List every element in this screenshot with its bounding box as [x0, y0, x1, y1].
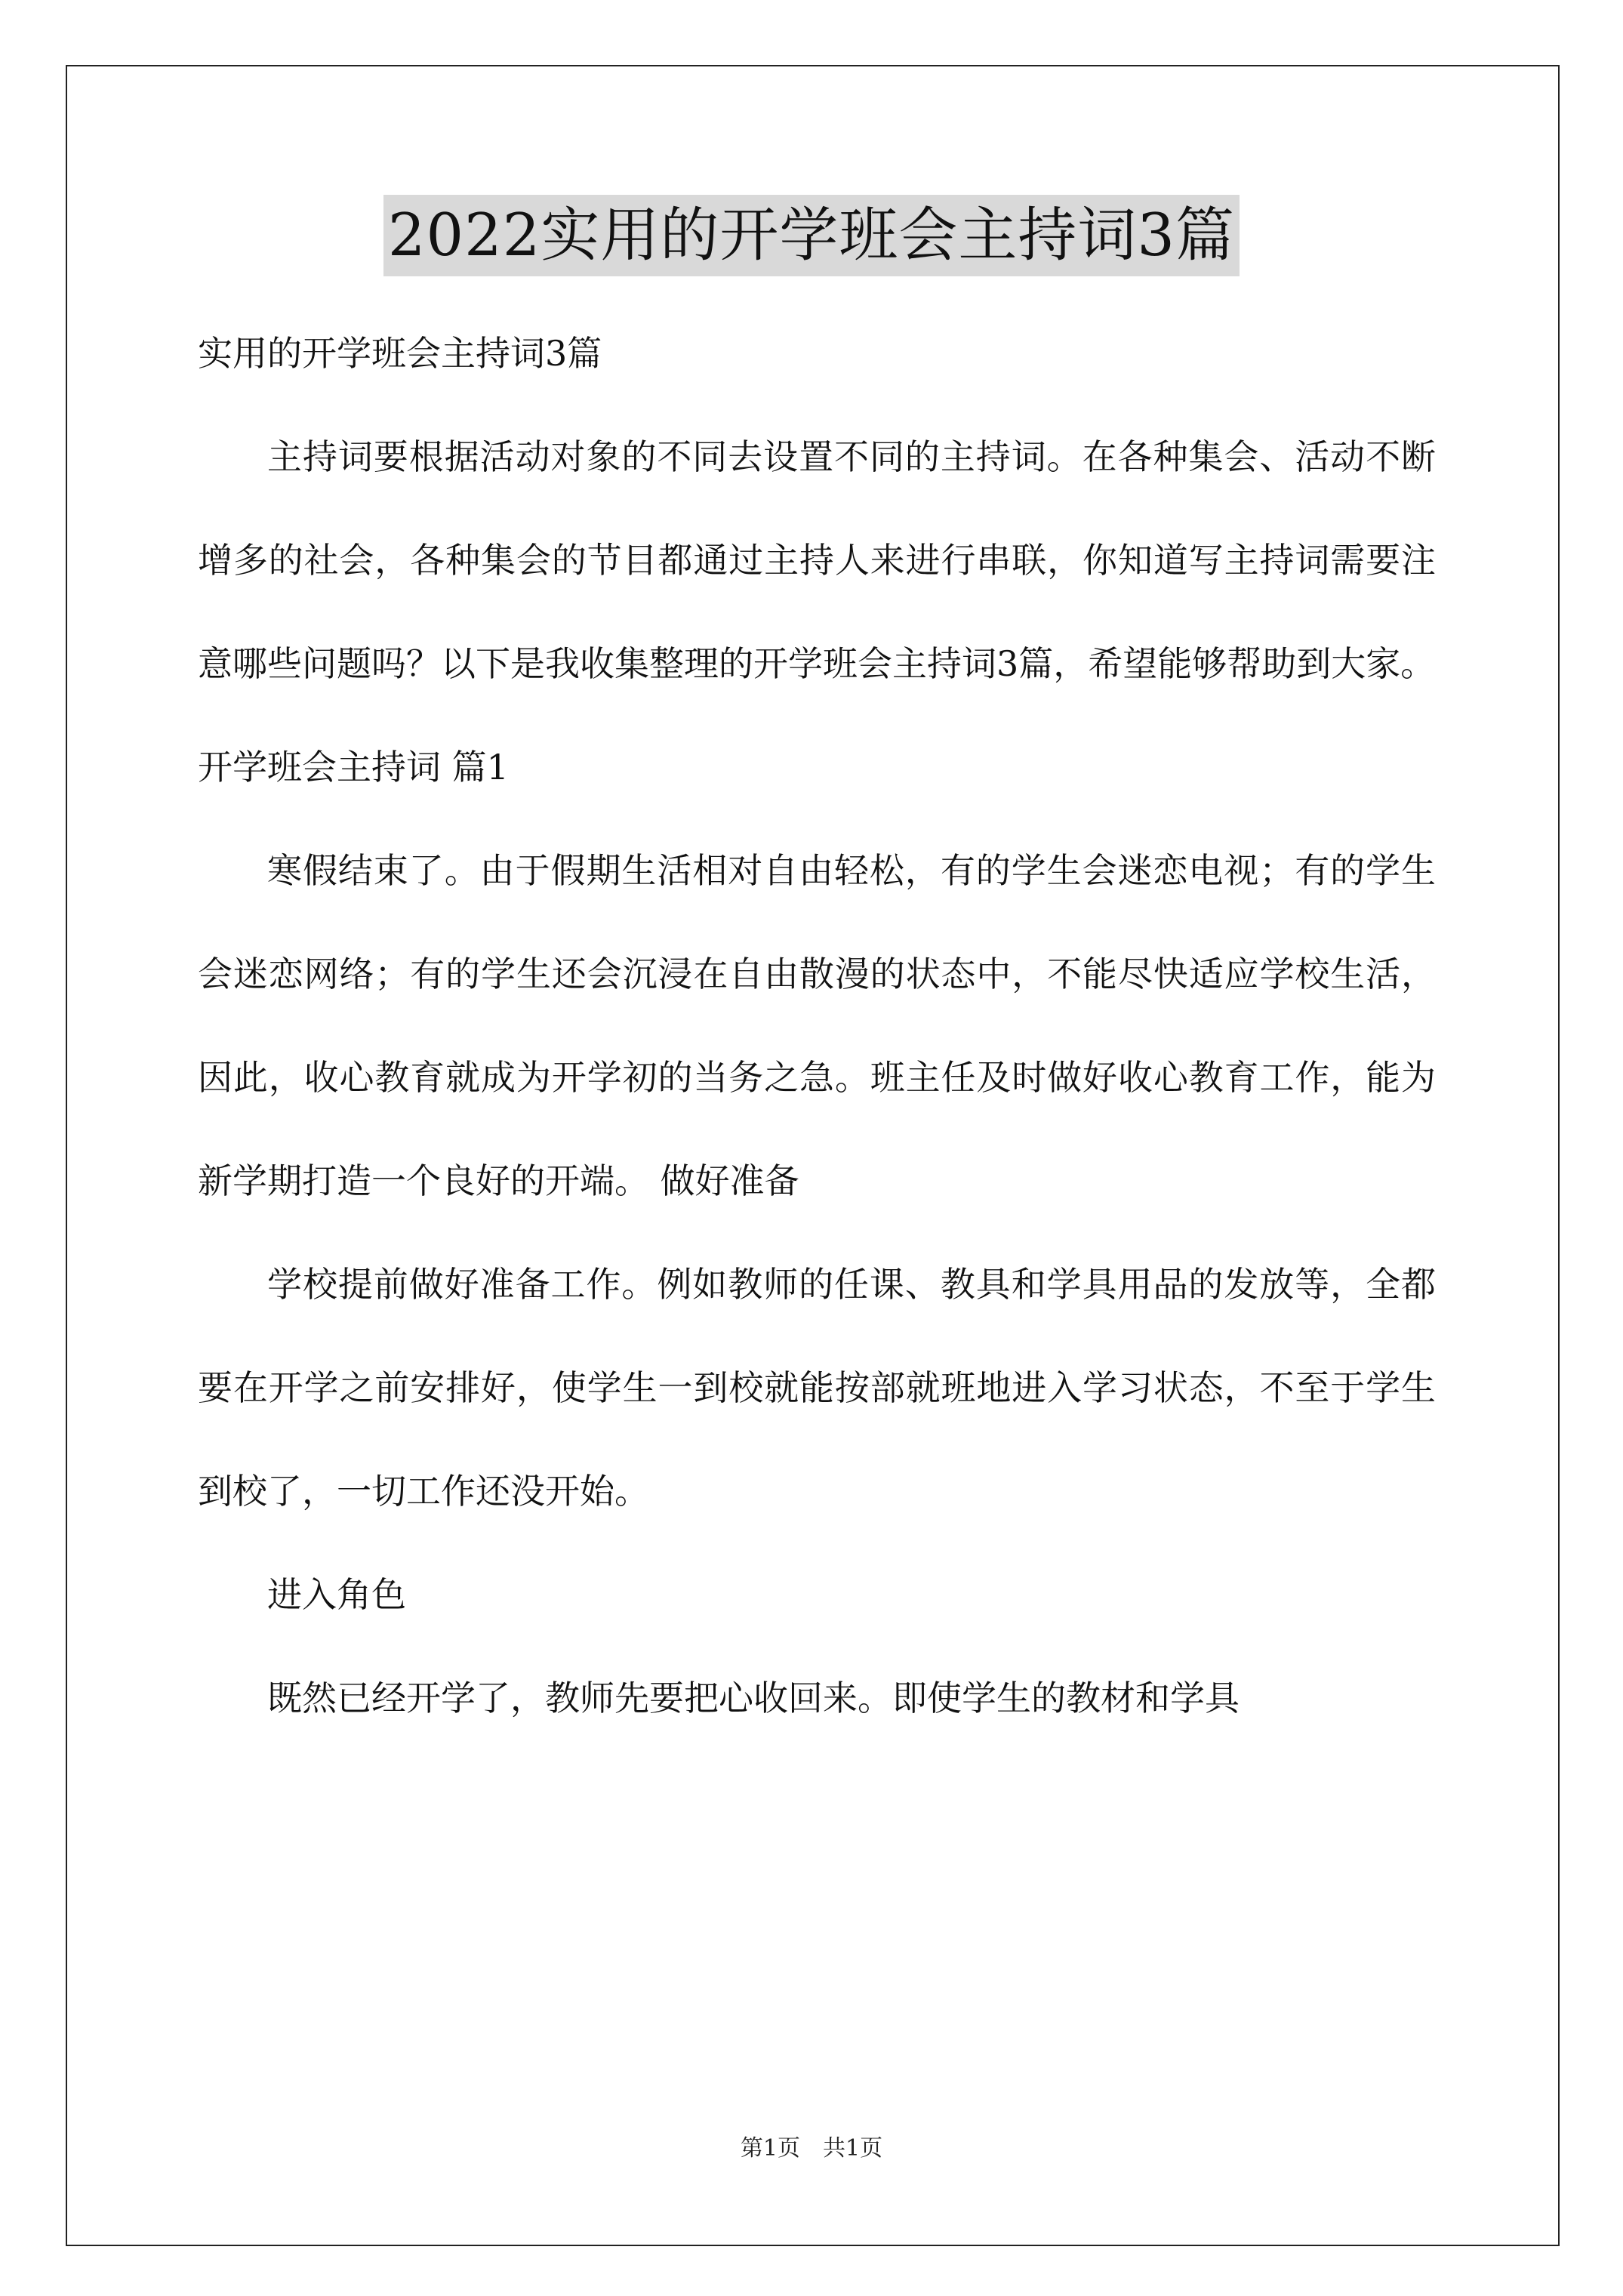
- paragraph-winter-break: 寒假结束了。由于假期生活相对自由轻松，有的学生会迷恋电视；有的学生会迷恋网络；有的学生还会沉浸在自由散漫的状态中，不能尽快适应学校生活，因此，收心教育就成为开学初的当务之急。班主任及时做好收心教育工作，能为新学期打造一个良好的开端。 做好准备: [198, 850, 1436, 1201]
- page-footer: 第1页 共1页: [740, 2135, 883, 2162]
- title-container: [0, 195, 1623, 276]
- document-title: 2022实用的开学班会主持词3篇: [383, 195, 1240, 276]
- paragraph-intro: 主持词要根据活动对象的不同去设置不同的主持词。在各种集会、活动不断增多的社会，各种集会的节目都通过主持人来进行串联，你知道写主持词需要注意哪些问题吗？以下是我收集整理的开学班会主持词3篇，希望能够帮助到大家。: [198, 436, 1436, 684]
- document-body: [198, 302, 1436, 1750]
- paragraph-subtitle: 实用的开学班会主持词3篇: [198, 333, 602, 374]
- paragraph-preparation: 学校提前做好准备工作。例如教师的任课、教具和学具用品的发放等，全都要在开学之前安排好，使学生一到校就能按部就班地进入学习状态，不至于学生到校了，一切工作还没开始。: [198, 1264, 1436, 1512]
- paragraph-teacher: 既然已经开学了，教师先要把心收回来。即使学生的教材和学具: [267, 1678, 1240, 1718]
- section-heading: 开学班会主持词 篇1: [198, 747, 509, 787]
- paragraph-enter-role-heading: 进入角色: [267, 1574, 406, 1615]
